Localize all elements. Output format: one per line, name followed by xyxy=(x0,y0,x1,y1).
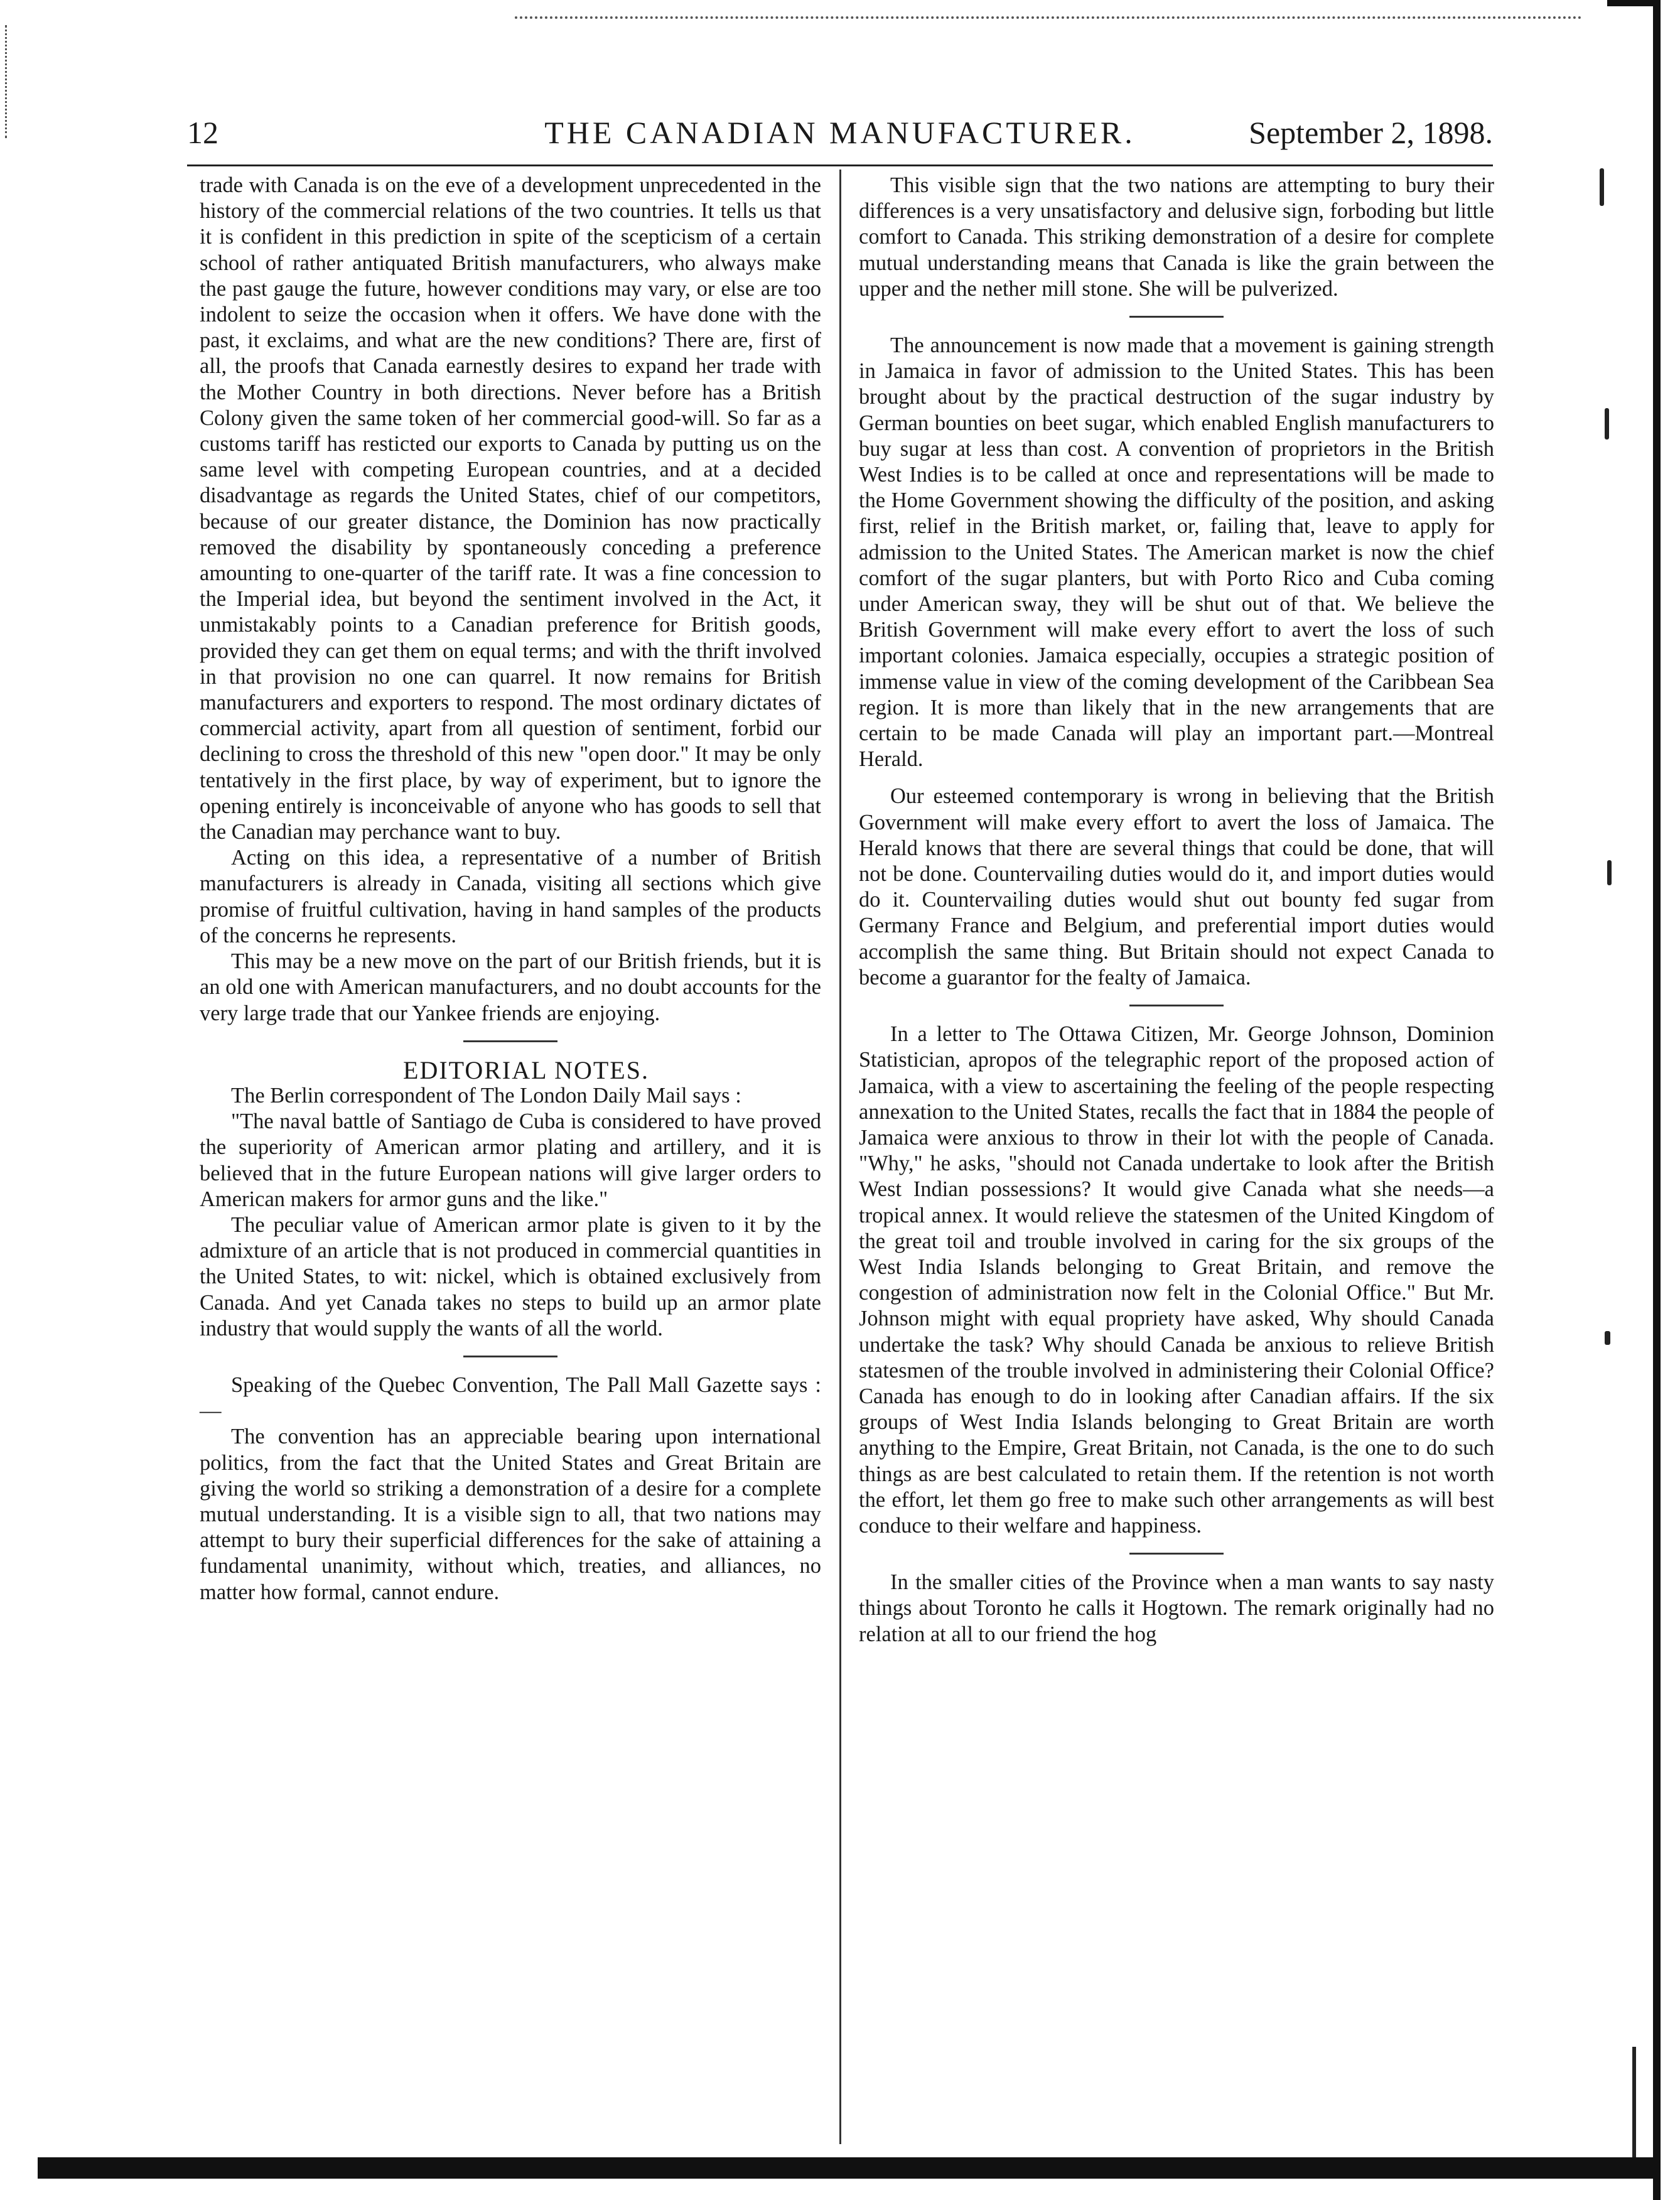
article-paragraph: This may be a new move on the part of our British friends, but it is an old one with American manufacturers, and no doubt accounts for the very large trade that our Yankee friends are enjoying. xyxy=(200,949,821,1025)
quoted-paragraph: The convention has an appreciable bearing upon international politics, from the fact that the United States and Great Britain are giving the world so striking a demonstration of a desire for a complete mutual understanding. It is a visible sign to all, that two nations may attempt to bury their superficial differences for the sake of attaining a fundamental unanimity, without which, treaties, and alliances, no matter how formal, cannot endure. xyxy=(200,1425,821,1604)
section-heading: EDITORIAL NOTES. xyxy=(403,1055,649,1084)
scan-right-edge xyxy=(1653,0,1661,2200)
page-header xyxy=(187,114,1493,158)
scan-bottom-edge xyxy=(38,2157,1661,2179)
publication-title: THE CANADIAN MANUFACTURER. xyxy=(544,115,1136,150)
right-column xyxy=(859,173,1494,1647)
header-rule xyxy=(187,164,1493,166)
quoted-paragraph: "The naval battle of Santiago de Cuba is considered to have proved the superiority of American armor plating and artillery, and it is believed that in the future European nations will give larger orders to American makers for armor guns and the like." xyxy=(200,1109,821,1211)
section-separator xyxy=(463,1040,557,1042)
column-divider xyxy=(839,170,841,2144)
article-paragraph: Speaking of the Quebec Convention, The Pall Mall Gazette says :— xyxy=(200,1372,821,1423)
section-separator xyxy=(1129,1553,1224,1555)
left-column xyxy=(200,173,821,1605)
article-paragraph: trade with Canada is on the eve of a development unprecedented in the history of the commercial relations of the two countries. It tells us that it is confident in this prediction in spite of the scepticism of a certain school of rather antiquated British manufacturers, who always make the past gauge the future, however conditions may vary, or else are too indolent to seize the occasion when it offers. We have done with the past, it exclaims, and what are the new conditions? There are, first of all, the proofs that Canada earnestly desires to expand her trade with the Mother Country in both directions. Never before has a British Colony given the same token of her commercial good-will. So far as a customs tariff has resticted our exports to Canada by putting us on the same level with competing European countries, and at a decided disadvantage as regards the United States, chief of our competitors, because of our greater distance, the Dominion has now practically removed the disability by spontaneously conceding a preference amounting to one-quarter of the tariff rate. It was a fine concession to the Imperial idea, but beyond the sentiment involved in the Act, it unmistakably points to a Canadian preference for British goods, provided they can get them on equal terms; and with the thrift involved in that provision no one can quarrel. It now remains for British manufacturers and exporters to respond. The most ordinary dictates of commercial activity, apart from all question of sentiment, forbid our declining to cross the threshold of this new "open door." It may be only tentatively in the first place, by way of experiment, but to ignore the opening entirely is inconceivable of anyone who has goods to sell that the Canadian may perchance want to buy. xyxy=(200,173,821,844)
margin-mark xyxy=(1605,408,1609,439)
margin-mark xyxy=(1605,1331,1610,1345)
article-paragraph: In a letter to The Ottawa Citizen, Mr. George Johnson, Dominion Statistician, apropos of the telegraphic report of the proposed action of Jamaica, with a view to ascertaining the feeling of the people respecting annexation to the United States, recalls the fact that in 1884 the people of Jamaica were anxious to throw in their lot with the people of Canada. "Why," he asks, "should not Canada undertake to look after the British West Indian possessions? It would give Canada what she needs—a tropical annex. It would relieve the statesmen of the United Kingdom of the great toil and trouble involved in caring for the six groups of the West India Islands belonging to Great Britain, and remove the congestion of administration now felt in the Colonial Office." But Mr. Johnson might with equal propriety have asked, Why should Canada undertake the task? Why should Canada be anxious to relieve British statesmen of the trouble involved in administering their Colonial Office? Canada has enough to do in looking after Canadian affairs. If the six groups of West India Islands belonging to Great Britain are worth anything to the Empire, Great Britain, not Canada, is the one to do such things as are best calculated to retain them. If the retention is not worth the effort, let them go free to make such other arrangements as will best conduce to their welfare and happiness. xyxy=(859,1022,1494,1538)
article-paragraph: The peculiar value of American armor plate is given to it by the admixture of an article that is not produced in commercial quantities in the United States, to wit: nickel, which is obtained exclusively from Canada. And yet Canada takes no steps to build up an armor plate industry that would supply the wants of all the world. xyxy=(200,1212,821,1340)
section-separator xyxy=(1129,1005,1224,1006)
section-separator xyxy=(1129,316,1224,318)
article-paragraph: Acting on this idea, a representative of a number of British manufacturers is already in Canada, visiting all sections which give promise of fruitful cultivation, having in hand samples of the products of the concerns he represents. xyxy=(200,846,821,947)
margin-mark xyxy=(1607,860,1612,885)
scan-dotted-line xyxy=(515,16,1582,19)
scan-right-edge-mark xyxy=(1632,2047,1636,2166)
article-paragraph: The Berlin correspondent of The London Daily Mail says : xyxy=(231,1083,741,1108)
section-separator xyxy=(463,1356,557,1357)
scan-left-marks xyxy=(5,25,13,138)
margin-mark xyxy=(1600,168,1604,206)
article-paragraph: Our esteemed contemporary is wrong in believing that the British Government will make every effort to avert the loss of Jamaica. The Herald knows that there are several things that could be done, that will not be done. Countervailing duties would do it, and import duties would do it. Countervailing duties would shut out bounty fed sugar from Germany France and Belgium, and preferential import duties would accomplish the same thing. But Britain should not expect Canada to become a guarantor for the fealty of Jamaica. xyxy=(859,784,1494,989)
article-paragraph: The announcement is now made that a movement is gaining strength in Jamaica in favor of admission to the United States. This has been brought about by the practical destruction of the sugar industry by German bounties on beet sugar, which enabled English manufacturers to buy sugar at less than cost. A convention of proprietors in the British West Indies is to be called at once and representations will be made to the Home Government showing the difficulty of the position, and asking first, relief in the British market, or, failing that, leave to apply for admission to the United States. The American market is now the chief comfort of the sugar planters, but with Porto Rico and Cuba coming under American sway, they will be shut out of that. We believe the British Government will make every effort to avert the loss of such important colonies. Jamaica especially, occupies a strategic position of immense value in view of the coming development of the Caribbean Sea region. It is more than likely that in the new arrangements that are certain to be made Canada will play an important part.—Montreal Herald. xyxy=(859,333,1494,772)
article-paragraph: In the smaller cities of the Province when a man wants to say nasty things about Toronto he calls it Hogtown. The remark originally had no relation at all to our friend the hog xyxy=(859,1570,1494,1646)
page-number: 12 xyxy=(187,115,218,150)
article-paragraph: This visible sign that the two nations are attempting to bury their differences is a very unsatisfactory and delusive sign, forboding but little comfort to Canada. This striking demonstration of a desire for complete mutual understanding means that Canada is like the grain between the upper and the nether mill stone. She will be pulverized. xyxy=(859,173,1494,301)
issue-date: September 2, 1898. xyxy=(1249,115,1493,150)
